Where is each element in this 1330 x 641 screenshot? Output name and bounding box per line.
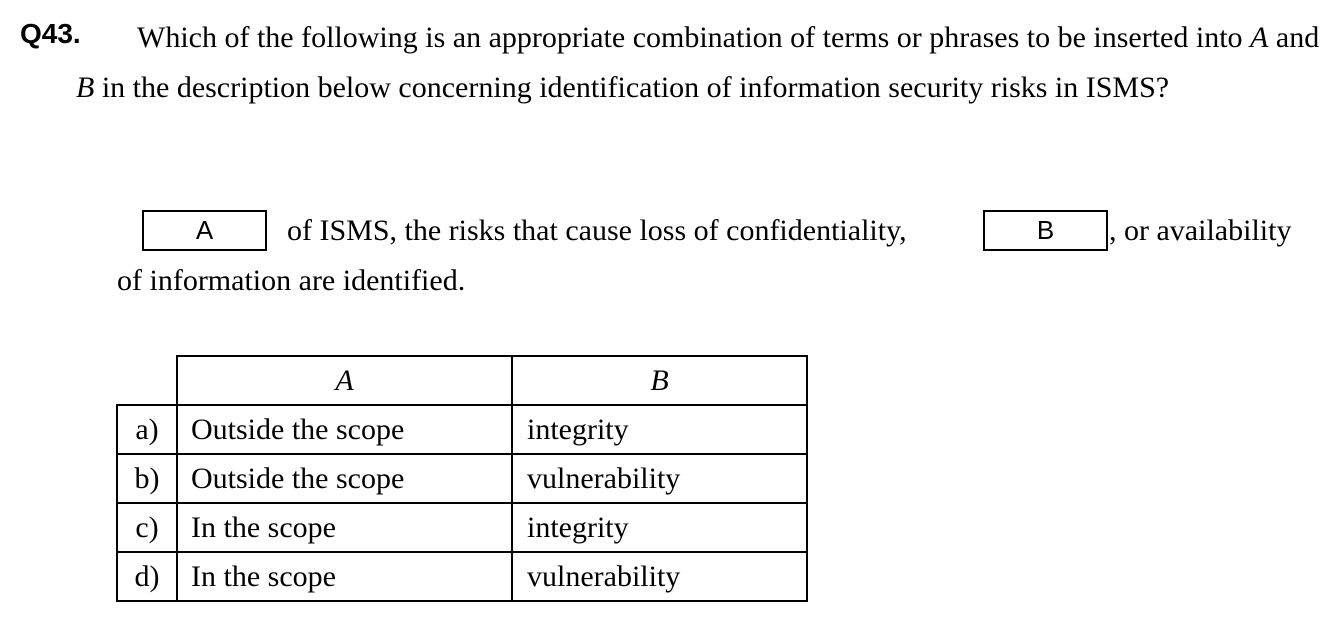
question-text-part-1: Which of the following is an appropriate combination of terms or phrases to be inserted into	[137, 21, 1251, 54]
question-text-part-3: in the description below concerning identification of information security risks in ISMS?	[94, 71, 1170, 104]
description-text-part-1: of ISMS, the risks that cause loss of confidentiality,	[287, 214, 907, 247]
table-row[interactable]	[117, 503, 807, 552]
choice-key: b)	[117, 454, 177, 503]
choice-a-value: In the scope	[177, 503, 512, 552]
choice-b-value: vulnerability	[512, 454, 807, 503]
question-text	[76, 13, 1326, 113]
choice-key: c)	[117, 503, 177, 552]
choice-b-value: integrity	[512, 503, 807, 552]
blank-box-a: A	[142, 210, 267, 251]
question-variable-a: A	[1250, 21, 1269, 54]
choice-key: d)	[117, 552, 177, 601]
table-row[interactable]	[117, 552, 807, 601]
description-text-part-3: of information are identified.	[117, 264, 466, 297]
table-corner-cell	[117, 356, 177, 405]
answer-choices-table	[116, 355, 808, 602]
question-variable-b: B	[76, 71, 95, 104]
choice-a-value: Outside the scope	[177, 405, 512, 454]
question-text-part-2: and	[1268, 21, 1320, 54]
choice-b-value: integrity	[512, 405, 807, 454]
blank-box-b: B	[983, 210, 1108, 251]
table-row[interactable]	[117, 405, 807, 454]
table-header-b: B	[512, 356, 807, 405]
table-row[interactable]	[117, 454, 807, 503]
choice-a-value: Outside the scope	[177, 454, 512, 503]
choice-b-value: vulnerability	[512, 552, 807, 601]
choice-a-value: In the scope	[177, 552, 512, 601]
description-text-part-2: , or availability	[1109, 214, 1292, 247]
question-number: Q43.	[20, 18, 81, 49]
table-header-a: A	[177, 356, 512, 405]
choice-key: a)	[117, 405, 177, 454]
table-header-row	[117, 356, 807, 405]
